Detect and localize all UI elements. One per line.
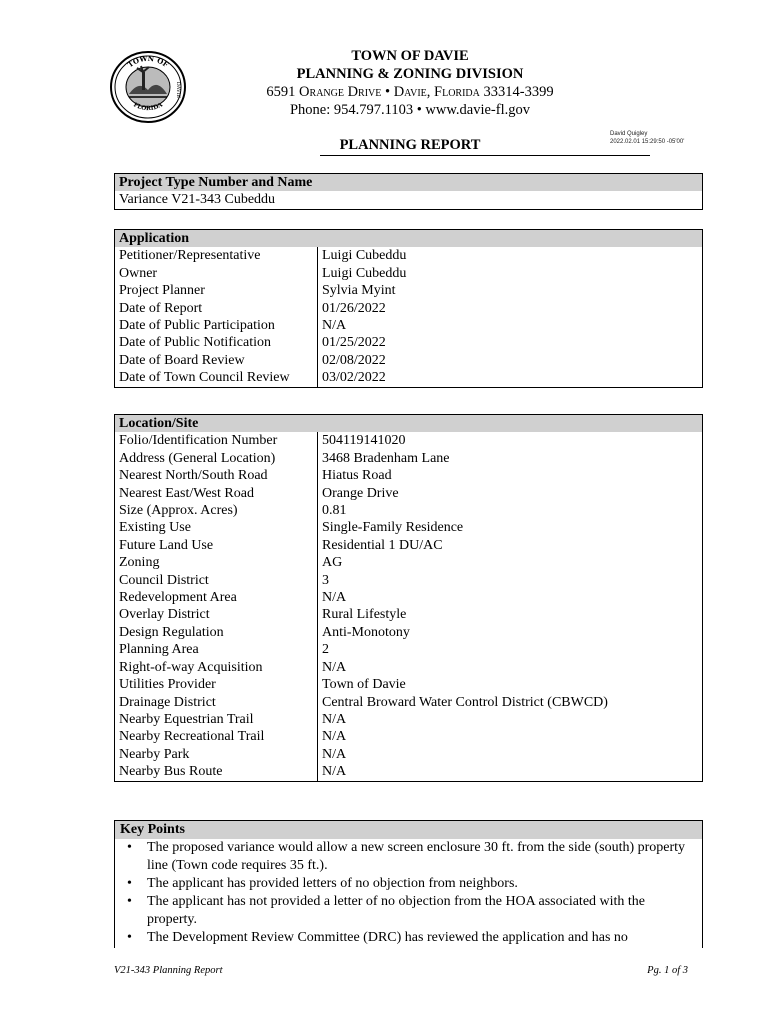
row-label: Nearby Recreational Trail	[115, 728, 318, 745]
table-row	[115, 554, 703, 571]
table-row	[115, 317, 703, 334]
application-rows	[115, 247, 703, 387]
row-label: Folio/Identification Number	[115, 432, 318, 449]
seal-bottom-text: FLORIDA	[132, 101, 164, 113]
row-value: N/A	[318, 659, 703, 676]
table-row	[115, 502, 703, 519]
row-label: Nearby Equestrian Trail	[115, 711, 318, 728]
table-row	[115, 676, 703, 693]
table-row	[115, 369, 703, 387]
row-value: 3	[318, 572, 703, 589]
table-row	[115, 589, 703, 606]
key-points-heading: Key Points	[115, 821, 702, 839]
row-label: Nearby Park	[115, 746, 318, 763]
row-value: N/A	[318, 728, 703, 745]
footer-report-name: V21-343 Planning Report	[114, 965, 223, 976]
seal-side-text: DAVIE	[175, 81, 181, 99]
row-label: Existing Use	[115, 519, 318, 536]
row-label: Date of Town Council Review	[115, 369, 318, 387]
table-row	[115, 606, 703, 623]
signature-timestamp: 2022.02.01 15:29:50 -05'00'	[610, 139, 685, 145]
row-label: Overlay District	[115, 606, 318, 623]
row-value: Rural Lifestyle	[318, 606, 703, 623]
row-label: Nearest North/South Road	[115, 467, 318, 484]
row-value: N/A	[318, 711, 703, 728]
row-label: Utilities Provider	[115, 676, 318, 693]
row-label: Date of Report	[115, 300, 318, 317]
town-name: TOWN OF DAVIE	[351, 48, 469, 64]
table-row	[115, 537, 703, 554]
signature-name: David Quigley	[610, 131, 648, 137]
row-label: Project Planner	[115, 282, 318, 299]
row-value: Luigi Cubeddu	[318, 265, 703, 282]
location-rows	[115, 432, 703, 781]
key-point-item: • The applicant has provided letters of no objection from neighbors.	[115, 875, 692, 893]
row-value: N/A	[318, 589, 703, 606]
table-row	[115, 282, 703, 299]
table-row	[115, 659, 703, 676]
key-point-item: • The Development Review Committee (DRC) has reviewed the application and has no	[115, 929, 692, 947]
row-value: N/A	[318, 763, 703, 781]
row-label: Planning Area	[115, 641, 318, 658]
row-label: Zoning	[115, 554, 318, 571]
key-point-item: • The proposed variance would allow a new screen enclosure 30 ft. from the side (south) property line (Town code requires 35 ft.).	[115, 839, 692, 875]
row-value: 02/08/2022	[318, 352, 703, 369]
letterhead	[190, 47, 630, 119]
row-value: 504119141020	[318, 432, 703, 449]
table-row	[115, 711, 703, 728]
table-row	[115, 265, 703, 282]
table-row	[115, 519, 703, 536]
division-name: PLANNING & ZONING DIVISION	[296, 66, 524, 82]
contact-line: Phone: 954.797.1103 • www.davie-fl.gov	[289, 102, 530, 118]
row-value: N/A	[318, 746, 703, 763]
row-label: Date of Public Participation	[115, 317, 318, 334]
table-row	[115, 467, 703, 484]
address-line: 6591 Orange Drive • Davie, Florida 33314-3399	[266, 84, 554, 100]
table-row	[115, 763, 703, 781]
signature-rule	[320, 155, 650, 156]
application-table	[114, 229, 703, 388]
table-row	[115, 728, 703, 745]
table-row	[115, 746, 703, 763]
row-value: Central Broward Water Control District (CBWCD)	[318, 694, 703, 711]
project-value: Variance V21-343 Cubeddu	[115, 191, 703, 209]
row-label: Nearest East/West Road	[115, 485, 318, 502]
row-label: Design Regulation	[115, 624, 318, 641]
table-row	[115, 334, 703, 351]
row-value: Sylvia Myint	[318, 282, 703, 299]
seal-top-text: TOWN OF	[125, 53, 171, 70]
row-label: Drainage District	[115, 694, 318, 711]
key-point-item: • The applicant has not provided a letter of no objection from the HOA associated with the property.	[115, 893, 692, 929]
location-table	[114, 414, 703, 782]
row-label: Size (Approx. Acres)	[115, 502, 318, 519]
row-label: Owner	[115, 265, 318, 282]
row-label: Redevelopment Area	[115, 589, 318, 606]
key-points-box	[114, 820, 703, 948]
table-row	[115, 247, 703, 264]
row-label: Date of Public Notification	[115, 334, 318, 351]
row-value: AG	[318, 554, 703, 571]
row-value: Single-Family Residence	[318, 519, 703, 536]
table-row	[115, 450, 703, 467]
row-value: 03/02/2022	[318, 369, 703, 387]
table-row	[115, 485, 703, 502]
row-value: Hiatus Road	[318, 467, 703, 484]
row-value: 01/25/2022	[318, 334, 703, 351]
table-row	[115, 432, 703, 449]
row-value: Anti-Monotony	[318, 624, 703, 641]
report-title: PLANNING REPORT	[339, 137, 481, 153]
row-label: Future Land Use	[115, 537, 318, 554]
table-row	[115, 641, 703, 658]
row-value: Luigi Cubeddu	[318, 247, 703, 264]
project-table	[114, 173, 703, 210]
table-row	[115, 694, 703, 711]
key-points-list	[115, 839, 702, 947]
table-row	[115, 300, 703, 317]
row-label: Address (General Location)	[115, 450, 318, 467]
footer-page-number: Pg. 1 of 3	[647, 965, 688, 976]
row-value: Residential 1 DU/AC	[318, 537, 703, 554]
row-value: Town of Davie	[318, 676, 703, 693]
row-value: 2	[318, 641, 703, 658]
row-value: 01/26/2022	[318, 300, 703, 317]
table-row	[115, 624, 703, 641]
row-value: N/A	[318, 317, 703, 334]
row-label: Petitioner/Representative	[115, 247, 318, 264]
row-label: Nearby Bus Route	[115, 763, 318, 781]
row-label: Right-of-way Acquisition	[115, 659, 318, 676]
row-value: 3468 Bradenham Lane	[318, 450, 703, 467]
row-label: Council District	[115, 572, 318, 589]
row-value: 0.81	[318, 502, 703, 519]
table-row	[115, 352, 703, 369]
row-label: Date of Board Review	[115, 352, 318, 369]
town-seal-logo	[109, 50, 187, 124]
row-value: Orange Drive	[318, 485, 703, 502]
project-heading: Project Type Number and Name	[115, 174, 703, 192]
location-heading: Location/Site	[115, 415, 703, 433]
application-heading: Application	[115, 230, 703, 248]
table-row	[115, 572, 703, 589]
